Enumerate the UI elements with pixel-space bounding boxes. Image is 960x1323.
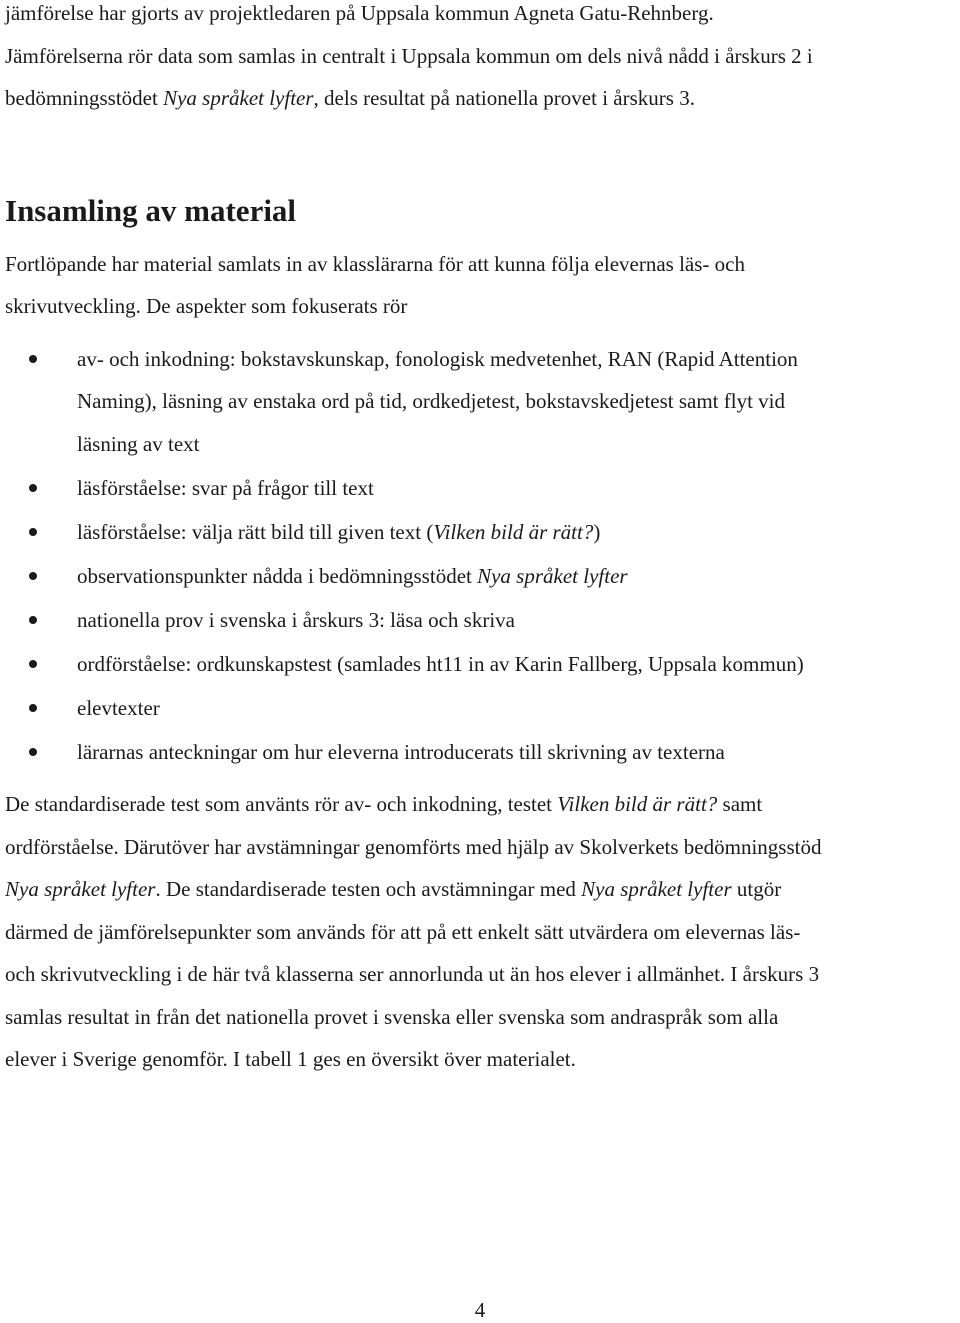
tests-line-4: därmed de jämförelsepunkter som används för att på ett enkelt sätt utvärdera om elevernas läs- xyxy=(5,919,801,944)
section-heading: Insamling av material xyxy=(5,192,297,228)
list-item xyxy=(5,599,955,642)
bullet-3-start: läsförståelse: välja rätt bild till given text ( xyxy=(77,519,434,544)
tests-line-7: elever i Sverige genomför. I tabell 1 ges en översikt över materialet. xyxy=(5,1047,576,1071)
tests-line-3-title-2: Nya språket lyfter xyxy=(581,877,732,901)
bullet-4-start: observationspunkter nådda i bedömningsstödet xyxy=(77,563,478,588)
bullet-icon xyxy=(29,572,37,580)
bullet-8-text: lärarnas anteckningar om hur eleverna introducerats till skrivning av texterna xyxy=(77,739,725,764)
bullet-2-text: läsförståelse: svar på frågor till text xyxy=(77,475,374,500)
bullet-icon xyxy=(29,616,37,624)
intro-line-3-start: bedömningsstödet xyxy=(5,86,164,110)
bullet-icon xyxy=(29,484,37,492)
bullet-3-title: Vilken bild är rätt? xyxy=(433,519,594,544)
standardized-tests-paragraph xyxy=(5,783,955,1081)
tests-line-3-end: utgör xyxy=(731,877,782,901)
intro-paragraph xyxy=(5,0,955,120)
aspect-list xyxy=(5,338,955,774)
bullet-1-line-3: läsning av text xyxy=(77,431,200,456)
bullet-7-text: elevtexter xyxy=(77,695,160,720)
bullet-icon xyxy=(29,748,37,756)
intro-line-3-end: , dels resultat på nationella provet i årskurs 3. xyxy=(313,86,695,110)
bullet-3-end: ) xyxy=(593,519,601,544)
list-item xyxy=(5,338,955,466)
list-item xyxy=(5,687,955,730)
intro-line-1: jämförelse har gjorts av projektledaren på Uppsala kommun Agneta Gatu-Rehnberg. xyxy=(5,1,714,25)
bullet-icon xyxy=(29,704,37,712)
tests-line-1-start: De standardiserade test som använts rör av- och inkodning, testet xyxy=(5,792,558,816)
bullet-icon xyxy=(29,660,37,668)
material-paragraph xyxy=(5,243,955,328)
tests-line-1-title: Vilken bild är rätt? xyxy=(557,792,718,816)
tests-line-3-title: Nya språket lyfter xyxy=(5,877,156,901)
bullet-4-title: Nya språket lyfter xyxy=(477,563,628,588)
tests-line-6: samlas resultat in från det nationella provet i svenska eller svenska som andraspråk som alla xyxy=(5,1004,779,1029)
tests-line-1-end: samt xyxy=(717,792,763,816)
tests-line-2: ordförståelse. Därutöver har avstämningar genomförts med hjälp av Skolverkets bedömningsstöd xyxy=(5,834,822,859)
list-item xyxy=(5,555,955,598)
material-line-2: skrivutveckling. De aspekter som fokuserats rör xyxy=(5,294,408,318)
bullet-6-text: ordförståelse: ordkunskapstest (samlades ht11 in av Karin Fallberg, Uppsala kommun) xyxy=(77,651,804,676)
bullet-icon xyxy=(29,528,37,536)
bullet-1-line-1: av- och inkodning: bokstavskunskap, fonologisk medvetenhet, RAN (Rapid Attention xyxy=(77,346,798,371)
bullet-5-text: nationella prov i svenska i årskurs 3: läsa och skriva xyxy=(77,607,515,632)
list-item xyxy=(5,511,955,554)
list-item xyxy=(5,467,955,510)
list-item xyxy=(5,643,955,686)
bullet-icon xyxy=(29,355,37,363)
material-line-1: Fortlöpande har material samlats in av klasslärarna för att kunna följa elevernas läs- och xyxy=(5,251,745,276)
intro-line-3-title: Nya språket lyfter xyxy=(163,86,314,110)
page-number: 4 xyxy=(474,1298,486,1322)
tests-line-3-mid: . De standardiserade testen och avstämningar med xyxy=(155,877,582,901)
list-item xyxy=(5,731,955,774)
document-page xyxy=(5,0,955,1081)
intro-line-2: Jämförelserna rör data som samlas in centralt i Uppsala kommun om dels nivå nådd i årskurs 2 i xyxy=(5,43,813,68)
tests-line-5: och skrivutveckling i de här två klasserna ser annorlunda ut än hos elever i allmänhet. I årskurs 3 xyxy=(5,962,820,986)
bullet-1-line-2: Naming), läsning av enstaka ord på tid, ordkedjetest, bokstavskedjetest samt flyt vid xyxy=(77,389,786,413)
